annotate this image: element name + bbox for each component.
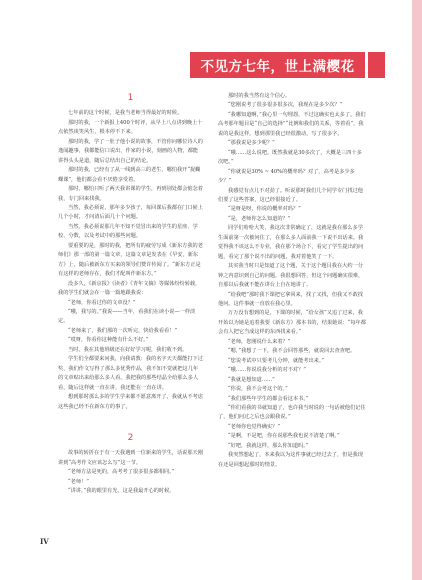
paragraph: “嗯，”我想了一下，我不会回答那些，就说回去查查吧。 [228, 348, 356, 355]
paragraph: “哎呀，你看你这种能有什么不好。” [68, 337, 149, 344]
paragraph: “老师，您刚说什么来着？” [228, 338, 291, 345]
paragraph: 要重要的是，那时的我，把所有的疲劳写成《新东方我的老师们》那一部的第一篇文章，这篇文章是发表在《早安，新东方》上，随后被新东方买来的领导们赞许传阅了。“新东方正是有这样的老师存在，我们才配叫作新东方。” [58, 242, 203, 278]
paragraph: 同学们哈哈大笑，我这次非常确定了，这就是我在那么多学生面前第一次被问住了，在那么多人面前我一下说不出话来。我觉得我不该这么不专业，我在那个场合下，看完了学生提出的问题，看完了那个说不出的问题，我对着他笑了一下。 [218, 225, 364, 260]
paragraph: 万万没有想到的是，下课的时候，“给女孩”又追了过来，我开始以为她是追着我要《新东方》那本书的，结果她说：“每年都会有人把它当成这样的东西找来看。” [218, 310, 366, 336]
paragraph: 当时，我在其他班级还在好好学习呢，我们收不到。 [68, 346, 188, 353]
paragraph: “给我吧”那时我下课把它拿回来，找了又找，但我又不敢找他问。这件事就一直放在我心里。 [218, 291, 363, 307]
paragraph: 那时的我，已经有了从一线到高三的老生，哪怕我开“捉蝴蝶课”，他们都会看不厌倦享受着。 [58, 167, 201, 183]
paragraph: 当然，我必须说那几年不知不觉冒出来的学生的星座、学校、分数，以及考试中的那些问题。 [58, 223, 198, 240]
paragraph: 我突然想起了，本来我以为这件事就已经过去了，但是我现在还是回想起那时的情景。 [218, 452, 363, 468]
paragraph: “那我说是多少呢？” [228, 140, 275, 147]
paragraph: “讲讲。”我的眼里有光，这是我最开心的时候。 [68, 488, 175, 495]
paragraph: “哦……你说说我分析的对不对？” [228, 367, 306, 374]
paragraph: “我们那些年学生的都会看这本书，” [228, 395, 309, 402]
section-number-1: 1 [127, 93, 134, 103]
paragraph: 想到那时那么多的学生学来都不愿意离开了，我就从不考虑这些我已经不在新东方的事了。 [58, 394, 203, 410]
page-edge-tab [412, 0, 422, 580]
paragraph: “老师，你看过你的文章没？” [68, 299, 136, 306]
paragraph: “你就说是30% ~ 40%的概率吗？对了，高考是多少多少？” [218, 168, 355, 185]
paragraph: 其实我当时只是知道了这个题，关于这个题目我在大约一分钟之内意识到自己的问题，我很想回答，但这个问题确实很难，自那以后我就不能在讲台上自在地讲了。 [218, 263, 364, 289]
paragraph: 那时的我当然有这个信心。 [228, 93, 291, 99]
section-1-body [58, 109, 203, 412]
paragraph: “是，老师你怎么知道的？” [228, 215, 291, 222]
paragraph: “老师你也觉得确实？” [228, 423, 280, 430]
right-column-body [218, 92, 366, 470]
paragraph: 当然，我必须说，那年多少孩子，每回课后我都在门口候上几个小时，才问清后面几十个问题。 [58, 204, 203, 221]
title-accent-stripe [365, 52, 385, 78]
page-number: IV [40, 537, 49, 546]
paragraph: 那时的我，学了一肚子他小说的故事，不管你问哪位诗人的逸闻趣事，我都能信口说出，作家的小说，刻画的人物，都能讲得头头是道，随后总结出自己的结论。 [58, 138, 203, 164]
paragraph: “老师方法是死的，高考考了很多很多都相同。” [68, 469, 175, 476]
paragraph: “您刚说考了很多很多很多次，我现在是多少次？” [228, 102, 343, 109]
paragraph: “老师！” [68, 478, 89, 485]
paragraph: “好吧，我就这样。那么你知道吗。” [228, 442, 309, 449]
paragraph: 故事的转折在于有一天我遇到一位新来的学生，话说那天刚讲到“高考作文应该怎么写”这一节。 [58, 450, 203, 466]
left-column [58, 92, 203, 497]
section-number-2: 2 [127, 432, 134, 443]
paragraph: “我哪知道啊，”我心里一句埋怨，不过这确实也太多了。我们高考那年题目是“自己的选择”“比例和我们的关系，等着看”，我说的是我这样，想到那里我已经很激动，写了很多字。 [218, 111, 366, 137]
article-title: 不见方七年，世上满樱花 [190, 52, 365, 78]
section-2-body [58, 449, 203, 496]
paragraph: 那时的我，一个新报上400个时评，从早上八点讲到晚上十点依然谈笑风生，根本停不下来。 [58, 119, 203, 136]
paragraph: “你们看我的书就知道了，也许我当时说的一句话被他们记住了，他们问过之后也会跟我说。” [218, 404, 366, 421]
paragraph: 没多久，《新京报》《读者》《青年文摘》等媒体纷纷转载，我的学生们就会在一篇一篇地跟我说： [58, 280, 201, 297]
paragraph: 那时，哪怕只听了两天我讲课的学生，再到别处都会惦念着我，专门回来找我。 [58, 186, 203, 202]
paragraph: 我感觉有点儿不对劲了。听说那时我们几个同学专门找过他们要了这些答案，这已经很接近了。 [218, 187, 363, 203]
paragraph: “我就是想知道……” [228, 376, 275, 383]
paragraph: “您说考试中只要考几分钟，就能考出来。” [228, 357, 325, 364]
paragraph: 学生们全都要来问我，向我请教：我的名字天天都能打下过奖，我们作文写得了那么多优秀作品，我不知不觉就把这几年的文章贴出来给那么多人看。我把我的那些结晶全给那么多人看，随后这样就一直在讲，我还能在一直在讲。 [58, 356, 203, 391]
right-column [218, 92, 366, 470]
paragraph: 七年前的这个时候，是我当老师当得最好的时候。 [68, 110, 183, 117]
paragraph: “是啊，不是吧，你在说那些我也说不清楚了啊。” [228, 433, 340, 440]
paragraph: “是呀是呀，你说的概率对吗？” [228, 206, 301, 213]
paragraph: “你说，我不会考这个的。” [228, 386, 288, 393]
paragraph: “哦……这么说吧。既然我就是30多次了，大概是三四十多次吧。” [218, 149, 362, 166]
paragraph: “哦，我写的。”我说——当年，看我们在读小说—一样淡定。 [58, 308, 196, 325]
paragraph: “老师来了，我们那的一次听完，快给我看看！” [68, 327, 178, 334]
